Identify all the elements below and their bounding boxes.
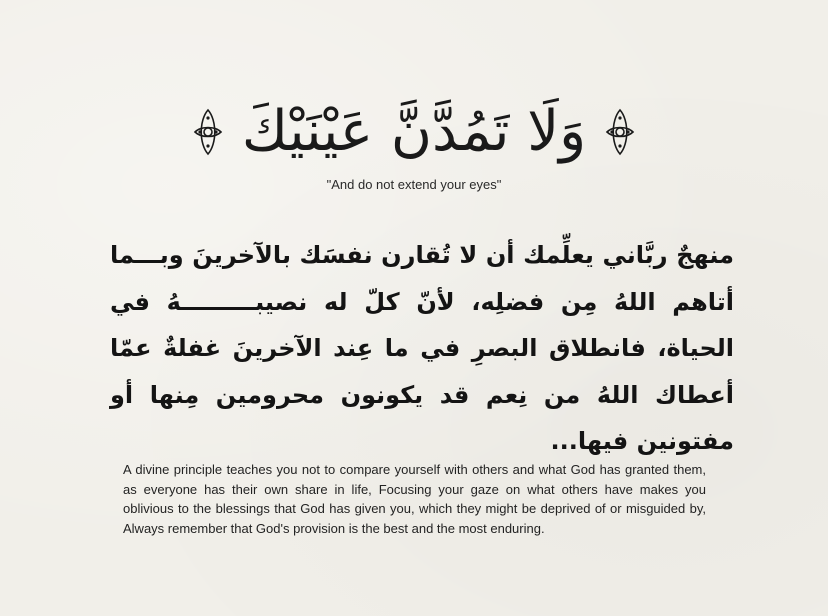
verse-heading — [0, 84, 828, 180]
english-paragraph: A divine principle teaches you not to compare yourself with others and what God has granted them, as everyone has their own share in life, Focusing your gaze on what others have makes you oblivious to the blessings that God has given you, which they might be deprived of or misguided by, Always remember that God's provision is the best and the most enduring. — [123, 462, 706, 536]
quran-verse: وَلَا تَمُدَّنَّ عَيْنَيْكَ — [241, 99, 587, 164]
floral-ornament-icon — [600, 104, 640, 160]
verse-translation: "And do not extend your eyes" — [326, 177, 502, 192]
floral-ornament-icon — [188, 104, 228, 160]
arabic-paragraph: منهجٌ ربَّاني يعلِّمك أن لا تُقارن نفسَك بالآخرينَ وبـــما أتاهم اللهُ مِن فضلِه، لأنّ كلّ له نصيبـــــــــهُ في الحياة، فانطلاق البصرِ في ما عِند الآخرينَ غفلةٌ عمّا أعطاك اللهُ من نِعم قد يكونون محرومين مِنها أو مفتونين فيها... — [110, 241, 734, 455]
